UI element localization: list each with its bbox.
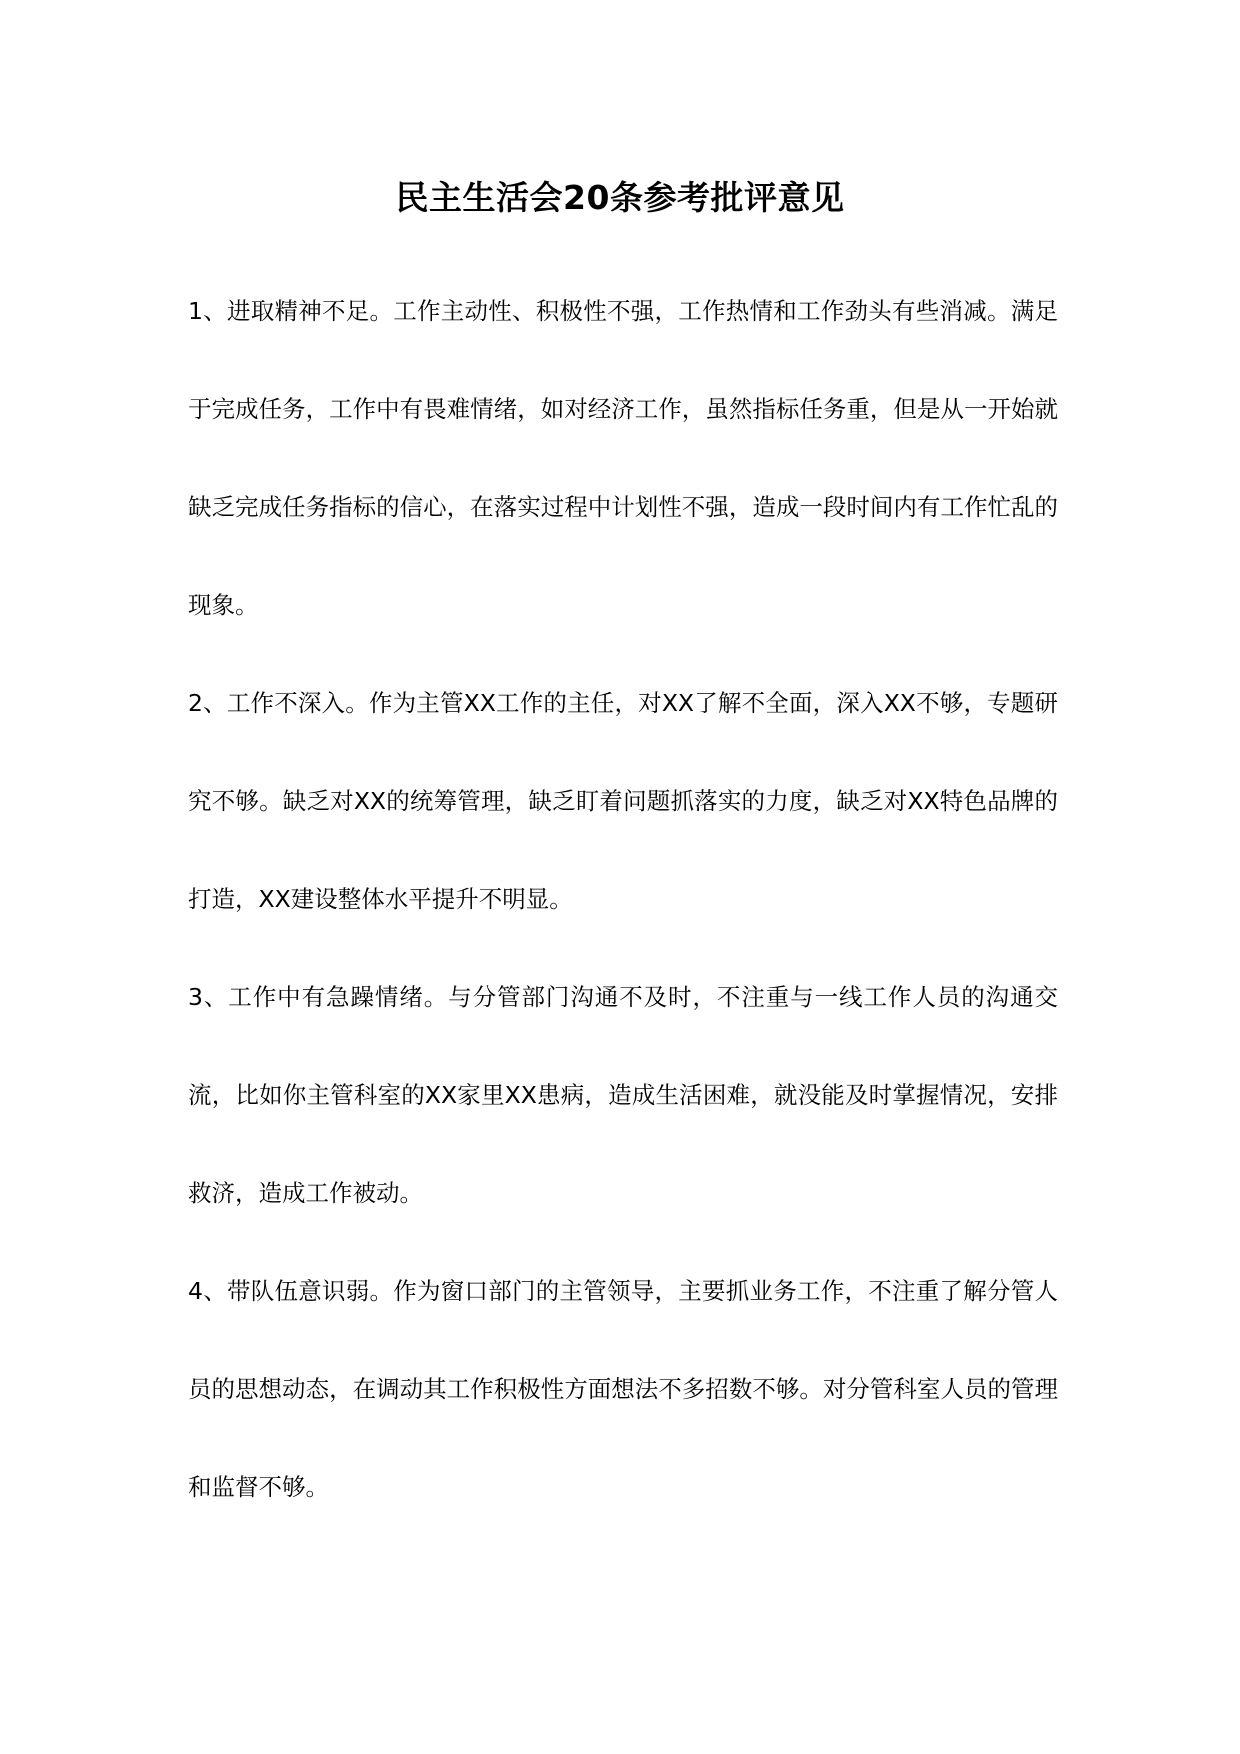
paragraph-4: 4、带队伍意识弱。作为窗口部门的主管领导，主要抓业务工作，不注重了解分管人员的思想动态，在调动其工作积极性方面想法不多招数不够。对分管科室人员的管理和监督不够。 bbox=[188, 1277, 1058, 1501]
paragraph-2: 2、工作不深入。作为主管XX工作的主任，对XX了解不全面，深入XX不够，专题研究不够。缺乏对XX的统筹管理，缺乏盯着问题抓落实的力度，缺乏对XX特色品牌的打造，XX建设整体水平提升不明显。 bbox=[188, 689, 1058, 913]
document-body bbox=[188, 262, 1058, 1536]
document-title: 民主生活会20条参考批评意见 bbox=[395, 178, 845, 217]
paragraph-1: 1、进取精神不足。工作主动性、积极性不强，工作热情和工作劲头有些消减。满足于完成任务，工作中有畏难情绪，如对经济工作，虽然指标任务重，但是从一开始就缺乏完成任务指标的信心，在落实过程中计划性不强，造成一段时间内有工作忙乱的现象。 bbox=[188, 297, 1058, 619]
paragraph-3: 3、工作中有急躁情绪。与分管部门沟通不及时，不注重与一线工作人员的沟通交流，比如你主管科室的XX家里XX患病，造成生活困难，就没能及时掌握情况，安排救济，造成工作被动。 bbox=[188, 983, 1058, 1207]
